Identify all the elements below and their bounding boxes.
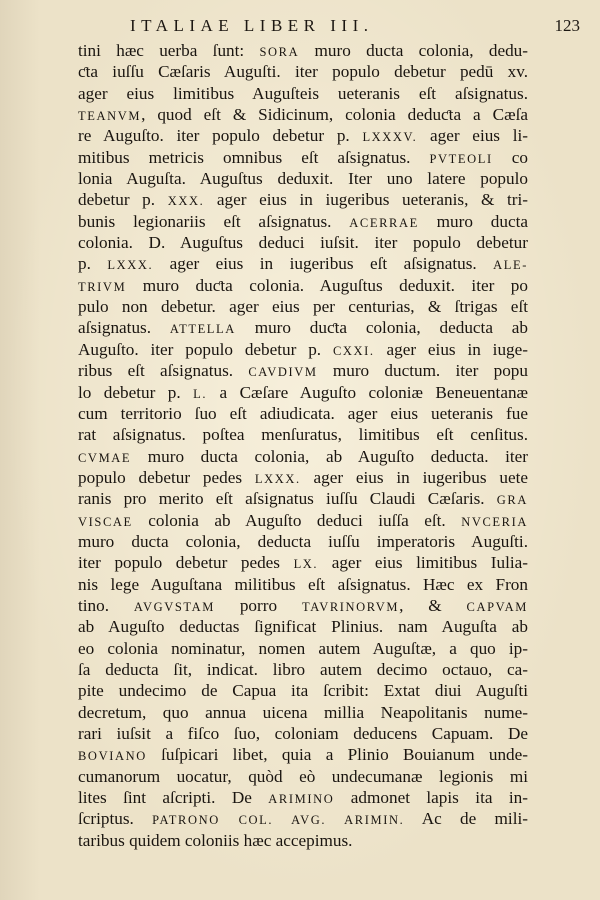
text-line (78, 424, 528, 445)
text-line (78, 552, 528, 573)
text-line (78, 510, 528, 531)
text-segment: p. (78, 254, 108, 274)
text-segment: decretum, quo annua uicena millia Neapolitanis nume- (78, 702, 528, 722)
text-segment: , quod eſt & Sidicinum, colonia deduƈta a Cæſa (141, 105, 528, 125)
text-line (78, 382, 528, 403)
text-line (78, 61, 528, 82)
small-caps-name: CAVDIVM (248, 365, 318, 380)
text-line (78, 189, 528, 210)
text-segment: ſuſpicari libet, quia a Plinio Bouianum unde- (146, 745, 528, 765)
text-line (78, 403, 528, 424)
text-line (78, 296, 528, 317)
small-caps-name: LXXX. (107, 258, 154, 273)
text-segment: debetur p. (78, 190, 168, 210)
text-segment: admonet lapis ita in- (334, 788, 528, 808)
text-segment: pite undecimo de Capua ita ſcribit: Extat diui Auguſti (78, 681, 528, 701)
text-segment: ƈta iuſſu Cæſaris Auguſti. iter populo debetur pedū xv. (78, 62, 528, 82)
text-line (78, 595, 528, 616)
text-segment: muro ductum. iter popu (317, 361, 528, 381)
text-line (78, 659, 528, 680)
text-segment: ager eius in iugeribus eſt aſsignatus. (153, 254, 494, 274)
text-segment: muro duƈta colonia, deducta ab (235, 318, 528, 338)
text-line (78, 83, 528, 104)
small-caps-name: LX. (293, 557, 319, 572)
text-line (78, 168, 528, 189)
text-line (78, 616, 528, 637)
small-caps-name: AVGVSTAM (133, 599, 215, 614)
text-line (78, 488, 528, 509)
small-caps-name: TEANVM (78, 109, 142, 124)
small-caps-name: BOVIANO (78, 749, 147, 764)
text-segment: ager eius in iuge- (374, 339, 528, 359)
text-segment: muro ducta colonia, ab Auguſto deducta. iter (131, 446, 528, 466)
small-caps-name: GRA (496, 493, 528, 508)
text-line (78, 787, 528, 808)
text-segment: ager eius in iugeribus uete (300, 467, 528, 487)
small-caps-name: ACERRAE (349, 215, 419, 230)
small-caps-name: ARIMINO (268, 792, 335, 807)
text-segment: re Auguſto. iter populo debetur p. (78, 126, 363, 146)
text-segment: eo colonia nominatur, nomen autem Auguſtæ, a quo ip- (78, 638, 528, 658)
text-segment: nis lege Auguſtana militibus eſt aſsignatus. Hæc ex Fron (78, 574, 528, 594)
text-line (78, 360, 528, 381)
text-segment: tini hæc uerba ſunt: (78, 41, 260, 60)
small-caps-name: ATTELLA (169, 322, 236, 337)
text-segment: co (492, 147, 528, 167)
small-caps-name: L. (193, 386, 208, 401)
text-line (78, 830, 528, 851)
small-caps-name: CAPVAM (466, 599, 528, 614)
text-segment: aſsignatus. (78, 318, 170, 338)
text-line (78, 702, 528, 723)
small-caps-name: SORA (259, 45, 300, 59)
text-segment: ager eius in iugeribus ueteranis, & tri- (204, 190, 528, 210)
text-segment: Ac de mili- (404, 809, 528, 829)
text-segment: bunis legionariis eſt aſsignatus. (78, 211, 350, 231)
text-segment: rat aſsignatus. poſtea menſuratus, limitibus eſt cenſitus. (78, 425, 528, 445)
text-line (78, 638, 528, 659)
small-caps-name: PATRONO COL. AVG. ARIMIN. (152, 813, 405, 828)
text-segment: muro ducta colonia, dedu- (299, 41, 528, 60)
text-segment: a Cæſare Auguſto coloniæ Beneuentanæ (207, 382, 528, 402)
text-line (78, 467, 528, 488)
text-line (78, 211, 528, 232)
text-segment: iter populo debetur pedes (78, 553, 294, 573)
small-caps-name: CVMAE (78, 450, 132, 465)
small-caps-name: VISCAE (78, 514, 133, 529)
text-segment: ager eius limitibus Auguſteis ueteranis eſt aſsignatus. (78, 83, 528, 103)
text-segment: ſa deducta ſit, indicat. libro autem decimo octauo, ca- (78, 659, 528, 679)
text-line (78, 232, 528, 253)
text-line (78, 253, 528, 274)
text-segment: muro ducta colonia, deducta iuſſu imperatoris Auguſti. (78, 531, 528, 551)
text-segment: rari iuſsit a fiſco ſuo, coloniam deducens Capuam. De (78, 724, 528, 743)
text-segment: ribus eſt aſsignatus. (78, 361, 249, 381)
text-line (78, 40, 528, 61)
small-caps-name: CXXI. (332, 343, 375, 358)
text-segment: , & (399, 595, 467, 615)
text-line (78, 147, 528, 168)
small-caps-name: TRIVM (78, 279, 127, 294)
text-segment: populo debetur pedes (78, 467, 255, 487)
running-header (60, 16, 580, 40)
text-segment: ranis pro merito eſt aſsignatus iuſſu Claudi Cæſaris. (78, 489, 497, 509)
text-segment: mitibus metricis omnibus eſt aſsignatus. (78, 147, 430, 167)
text-line (78, 531, 528, 552)
text-segment: ager eius li- (417, 126, 528, 146)
text-line (78, 723, 528, 744)
text-line (78, 808, 528, 829)
text-segment: tino. (78, 595, 134, 615)
small-caps-name: LXXXV. (362, 130, 418, 145)
text-segment: lonia Auguſta. Auguſtus deduxit. Iter uno latere populo (78, 169, 528, 189)
text-line (78, 104, 528, 125)
text-segment: porro (214, 595, 302, 615)
text-line (78, 744, 528, 765)
text-segment: colonia ab Auguſto deduci iuſſa eſt. (132, 510, 462, 530)
text-line (78, 275, 528, 296)
running-title: ITALIAE LIBER III. (130, 16, 374, 35)
text-segment: muro ducta (418, 211, 528, 231)
text-segment: Auguſto. iter populo debetur p. (78, 339, 333, 359)
text-segment: lo debetur p. (78, 382, 194, 402)
text-line (78, 339, 528, 360)
text-line (78, 317, 528, 338)
text-line (78, 680, 528, 701)
text-line (78, 766, 528, 787)
text-segment: taribus quidem coloniis hæc accepimus. (78, 830, 353, 850)
small-caps-name: TAVRINORVM (301, 599, 400, 614)
small-caps-name: LXXX. (254, 471, 301, 486)
body-text (78, 40, 528, 851)
text-segment: muro duƈta colonia. Auguſtus deduxit. iter po (126, 275, 528, 295)
small-caps-name: NVCERIA (461, 514, 528, 529)
text-segment: ager eius limitibus Iulia- (318, 553, 528, 573)
text-segment: ſcriptus. (78, 809, 153, 829)
text-segment: pulo non debetur. ager eius per centurias, & ſtrigas eſt (78, 297, 528, 317)
text-segment: cum territorio ſuo eſt adiudicata. ager eius ueteranis fue (78, 403, 528, 423)
small-caps-name: XXX. (167, 194, 205, 209)
text-line (78, 574, 528, 595)
text-segment: colonia. D. Auguſtus deduci iuſsit. iter populo debetur (78, 233, 528, 253)
text-segment: lites ſint aſcripti. De (78, 788, 269, 808)
small-caps-name: PVTEOLI (429, 151, 493, 166)
page-number: 123 (554, 16, 580, 35)
text-segment: cumanorum uocatur, quòd eò undecumanæ legionis mi (78, 766, 528, 786)
text-line (78, 446, 528, 467)
small-caps-name: ALE- (493, 258, 528, 273)
text-segment: ab Auguſto deductas ſignificat Plinius. nam Auguſta ab (78, 617, 528, 637)
text-line (78, 125, 528, 146)
